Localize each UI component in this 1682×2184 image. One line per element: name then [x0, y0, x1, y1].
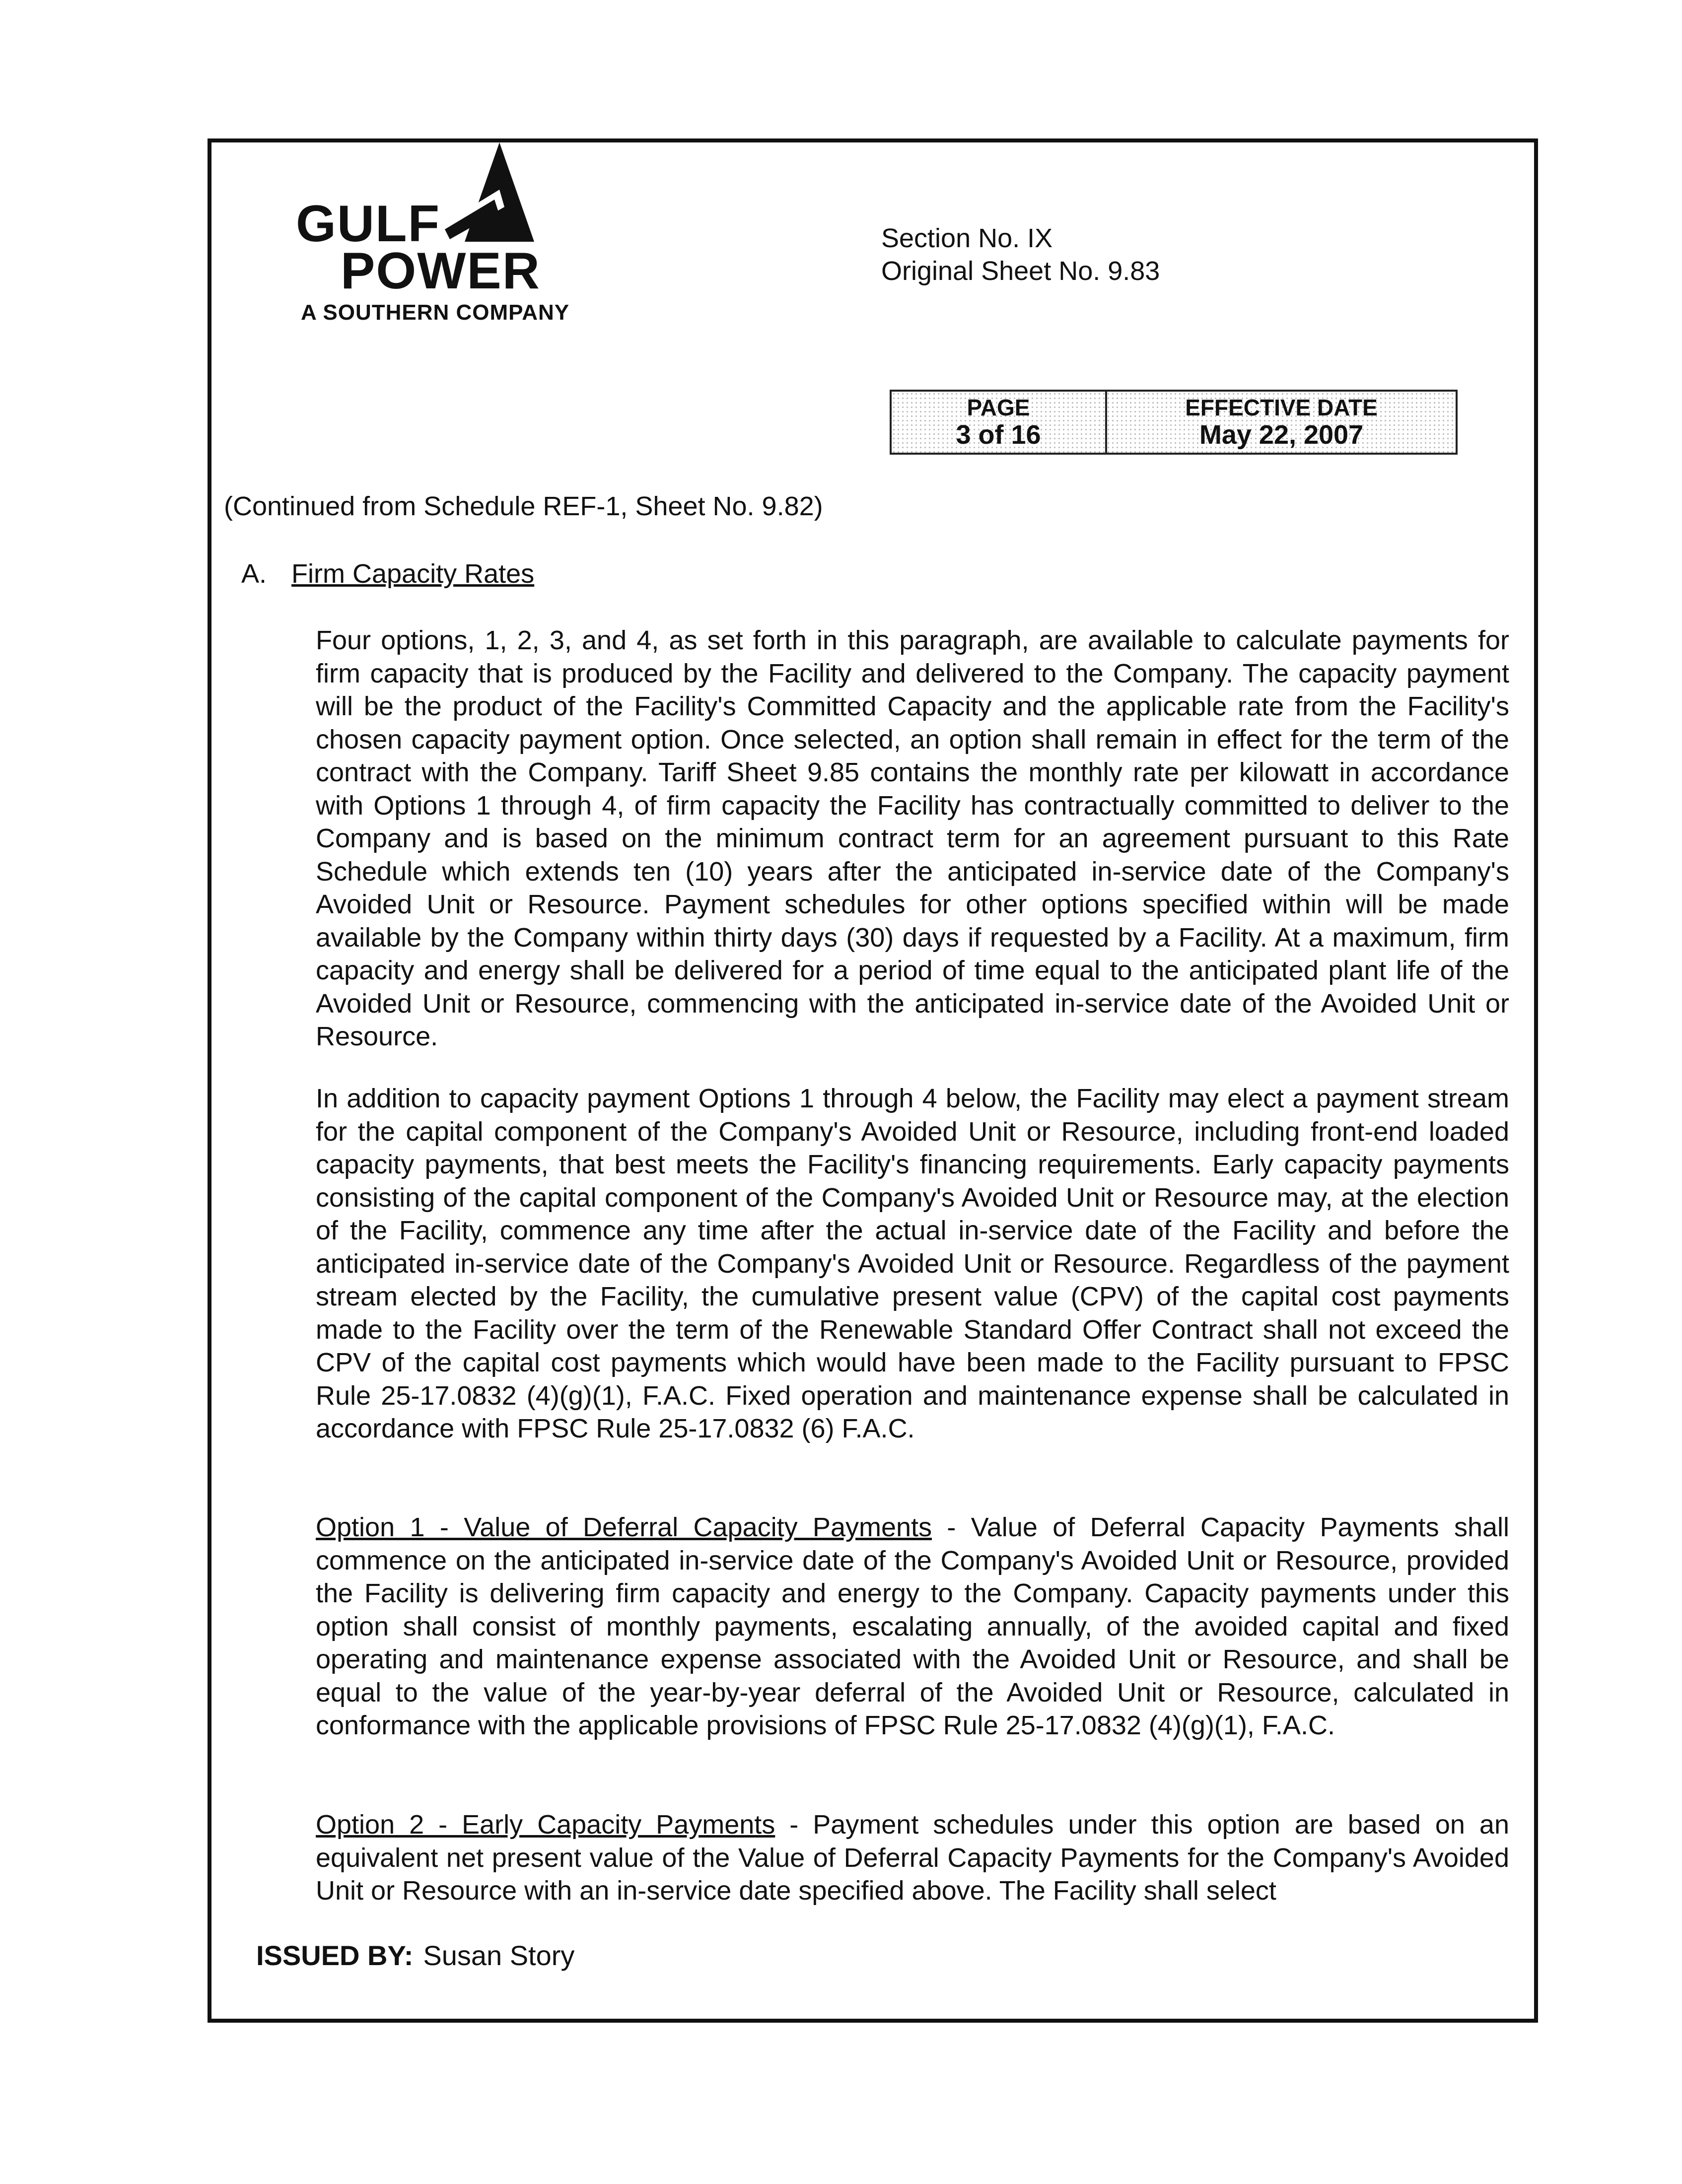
- section-number: Section No. IX: [881, 223, 1053, 253]
- effective-date-cell: [1107, 392, 1456, 453]
- page-label: PAGE: [967, 394, 1030, 420]
- paragraph-options-overview: Four options, 1, 2, 3, and 4, as set forth in this paragraph, are available to calculate payments for firm capacity that is produced by the Facility and delivered to the Company. The capacity payment will be the product of the Facility's Committed Capacity and the applicable rate from the Facility's chosen capacity payment option. Once selected, an option shall remain in effect for the term of the contract with the Company. Tariff Sheet 9.85 contains the monthly rate per kilowatt in accordance with Options 1 through 4, of firm capacity the Facility has contractually committed to deliver to the Company and is based on the minimum contract term for an agreement pursuant to this Rate Schedule which extends ten (10) years after the anticipated in-service date of the Company's Avoided Unit or Resource. Payment schedules for other options specified within will be made available by the Company within thirty days (30) days if requested by a Facility. At a maximum, firm capacity and energy shall be delivered for a period of time equal to the anticipated plant life of the Avoided Unit or Resource, commencing with the anticipated in-service date of the Avoided Unit or Resource.: [316, 625, 1509, 1051]
- option-2-title: Option 2 - Early Capacity Payments: [316, 1810, 775, 1840]
- page-date-stamp: [890, 390, 1458, 455]
- continued-note: (Continued from Schedule REF-1, Sheet No. 9.82): [224, 491, 823, 521]
- issued-by-label: ISSUED BY:: [256, 1940, 414, 1971]
- effective-date-value: May 22, 2007: [1199, 419, 1364, 450]
- triangle-logo-icon: [445, 142, 534, 242]
- paragraph-option-1: [316, 1511, 1509, 1742]
- page-cell: [892, 392, 1107, 453]
- logo-tagline: A SOUTHERN COMPANY: [301, 300, 570, 325]
- logo-word-gulf: GULF: [296, 195, 441, 253]
- paragraph-capital-payments: In addition to capacity payment Options 1 through 4 below, the Facility may elect a payment stream for the capital component of the Company's Avoided Unit or Resource, including front-end loaded capacity payments, that best meets the Facility's financing requirements. Early capacity payments consisting of the capital component of the Company's Avoided Unit or Resource may, at the election of the Facility, commence any time after the actual in-service date of the Facility and before the anticipated in-service date of the Company's Avoided Unit or Resource. Regardless of the payment stream elected by the Facility, the cumulative present value (CPV) of the capital cost payments made to the Facility over the term of the Renewable Standard Offer Contract shall not exceed the CPV of the capital cost payments which would have been made to the Facility pursuant to FPSC Rule 25-17.0832 (4)(g)(1), F.A.C. Fixed operation and maintenance expense shall be calculated in accordance with FPSC Rule 25-17.0832 (6) F.A.C.: [316, 1084, 1509, 1443]
- sheet-header: [881, 222, 1160, 287]
- issued-by: [256, 1939, 574, 1972]
- section-heading: [241, 558, 534, 589]
- section-letter: A.: [241, 559, 267, 589]
- page-value: 3 of 16: [956, 419, 1041, 450]
- logo-word-power: POWER: [341, 242, 541, 300]
- paragraph-option-2: [316, 1808, 1509, 1908]
- page-frame: [208, 138, 1538, 2023]
- section-title: Firm Capacity Rates: [291, 559, 535, 589]
- option-1-title: Option 1 - Value of Deferral Capacity Payments: [316, 1512, 932, 1542]
- option-1-text: - Value of Deferral Capacity Payments shall commence on the anticipated in-service date of the Company's Avoided Unit or Resource, provided the Facility is delivering firm capacity and energy to the Company. Capacity payments under this option shall consist of monthly payments, escalating annually, of the avoided capital and fixed operating and maintenance expense associated with the Avoided Unit or Resource, and shall be equal to the value of the year-by-year deferral of the Avoided Unit or Resource, calculated in conformance with the applicable provisions of FPSC Rule 25-17.0832 (4)(g)(1), F.A.C.: [316, 1512, 1510, 1740]
- issued-by-name: Susan Story: [423, 1940, 575, 1971]
- effective-date-label: EFFECTIVE DATE: [1185, 394, 1378, 420]
- gulf-power-logo: [266, 142, 614, 351]
- sheet-number: Original Sheet No. 9.83: [881, 256, 1160, 286]
- option-2-text: - Payment schedules under this option are based on an equivalent net present value of the Value of Deferral Capacity Payments for the Company's Avoided Unit or Resource with an in-service date specified above. The Facility shall select: [316, 1810, 1509, 1906]
